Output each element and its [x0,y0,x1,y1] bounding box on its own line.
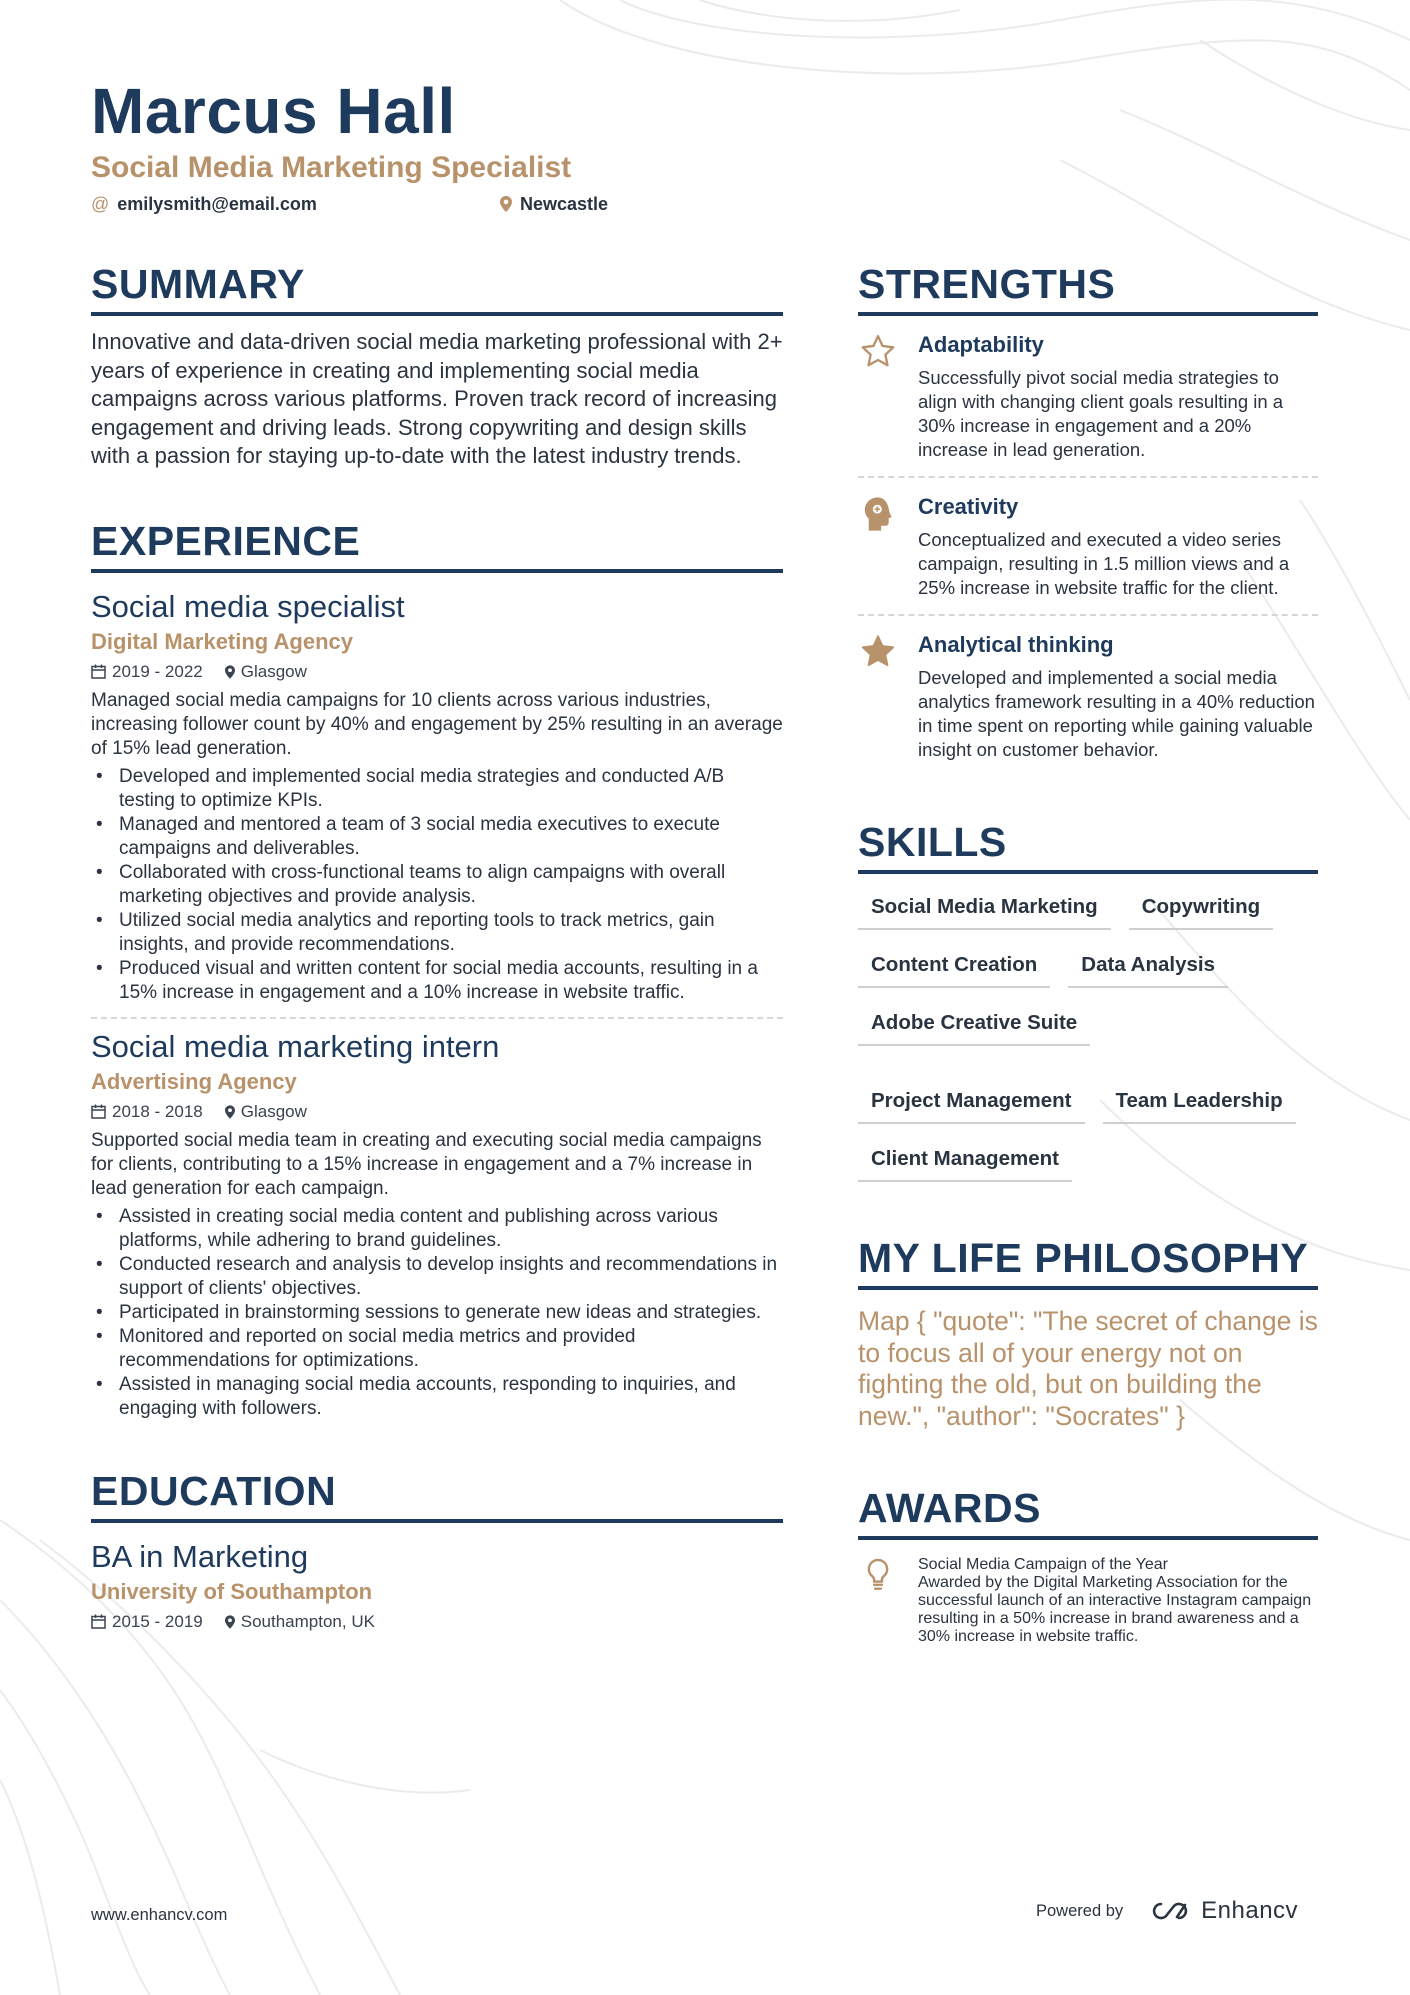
bullet-item: • Conducted research and analysis to develop insights and recommendations in support of clients' objectives. [91,1253,783,1301]
strength-title: Adaptability [918,332,1044,357]
award-item [858,1556,1318,1646]
skills-section [858,816,1318,1182]
degree-name: BA in Marketing [91,1538,309,1574]
calendar-icon [91,1104,106,1119]
bullet-item: • Participated in brainstorming sessions to generate new ideas and strategies. [91,1301,783,1325]
award-text: Awarded by the Digital Marketing Association for the successful launch of an interactive Instagram campaign resulting in a 50% increase in brand awareness and a 30% increase in website traffic. [918,1574,1312,1645]
job-dates-text: 2019 - 2022 [112,661,203,681]
enhancv-logo[interactable] [1147,1897,1298,1925]
location-pin-icon [500,196,512,212]
skill-tag: Client Management [858,1144,1072,1182]
education-meta [91,1609,783,1635]
skill-tag: Team Leadership [1103,1086,1296,1124]
strength-title: Creativity [918,494,1019,519]
skills-list [858,892,1318,1182]
education-dates [91,1609,203,1635]
job-location [225,659,307,685]
calendar-icon [91,1614,106,1629]
strength-item [858,476,1318,614]
job-location [225,1099,307,1125]
bullet-item: • Utilized social media analytics and reporting tools to track metrics, gain insights, and provide recommendations. [91,909,783,957]
enhancv-mark-icon [1147,1899,1193,1923]
location-text: Newcastle [520,194,609,214]
strengths-heading: STRENGTHS [858,258,1318,316]
footer-website-link[interactable]: www.enhancv.com [91,1906,228,1924]
contact-location [500,192,608,216]
job-location-text: Glasgow [240,1101,307,1121]
awards-heading: AWARDS [858,1482,1318,1540]
star-outline-icon [860,334,896,368]
experience-item [91,587,783,1005]
bullet-item: • Monitored and reported on social media metrics and provided recommendations for optimizations. [91,1325,783,1373]
job-description: Supported social media team in creating and executing social media campaigns for clients, contributing to a 15% increase in engagement and a 7% increase in lead generation for each campaign. [91,1129,762,1199]
strength-item [858,614,1318,776]
strength-text: Developed and implemented a social media analytics framework resulting in a 40% reduction in time spent on reporting while gaining valuable insight on customer behavior. [918,667,1315,760]
bullet-item: • Assisted in managing social media accounts, responding to inquiries, and engaging with followers. [91,1373,783,1421]
job-role: Social media marketing intern [91,1028,500,1064]
strength-text: Successfully pivot social media strategies to align with changing client goals resulting in a 30% increase in engagement and a 20% increase in lead generation. [918,367,1284,460]
right-column [858,258,1318,1646]
lightbulb-icon [865,1558,891,1592]
powered-by-text: Powered by [1036,1901,1124,1920]
skill-tag: Social Media Marketing [858,892,1111,930]
location-pin-icon [225,665,235,679]
candidate-title: Social Media Marketing Specialist [91,151,572,184]
strength-text: Conceptualized and executed a video series campaign, resulting in 1.5 million views and a 25% increase in website traffic for the client. [918,529,1290,598]
job-meta [91,1099,783,1125]
philosophy-section [858,1232,1318,1432]
bullet-item: • Developed and implemented social media strategies and conducted A/B testing to optimize KPIs. [91,765,783,813]
location-pin-icon [225,1105,235,1119]
experience-section [91,515,783,1421]
bullet-item: • Assisted in creating social media content and publishing across various platforms, while adhering to brand guidelines. [91,1205,783,1253]
job-meta [91,659,783,685]
strengths-section [858,258,1318,776]
award-title: Social Media Campaign of the Year [918,1556,1168,1573]
skill-tag: Copywriting [1129,892,1273,930]
bullet-item: • Collaborated with cross-functional teams to align campaigns with overall marketing objectives and provide analysis. [91,861,783,909]
summary-heading: SUMMARY [91,258,783,316]
skill-tag: Content Creation [858,950,1050,988]
education-location-text: Southampton, UK [240,1611,375,1631]
awards-section [858,1482,1318,1646]
experience-item [91,1027,783,1421]
education-heading: EDUCATION [91,1465,783,1523]
school-name: University of Southampton [91,1578,373,1604]
head-idea-icon [861,496,895,532]
left-column [91,258,783,1635]
experience-heading: EXPERIENCE [91,515,783,573]
job-dates-text: 2018 - 2018 [112,1101,203,1121]
calendar-icon [91,664,106,679]
company-name: Advertising Agency [91,1068,297,1094]
dashed-divider [91,1017,783,1019]
job-dates [91,659,203,685]
location-pin-icon [225,1615,235,1629]
company-name: Digital Marketing Agency [91,628,354,654]
job-bullets [91,765,783,1005]
at-icon: @ [91,194,110,214]
candidate-name: Marcus Hall [91,75,456,147]
summary-section [91,258,783,471]
job-description: Managed social media campaigns for 10 clients across various industries, increasing follower count by 40% and engagement by 25% resulting in an average of 15% lead generation. [91,689,783,759]
star-filled-icon [860,634,896,668]
education-section [91,1465,783,1635]
bullet-item: • Produced visual and written content for social media accounts, resulting in a 15% increase in engagement and a 10% increase in website traffic. [91,957,783,1005]
summary-text: Innovative and data-driven social media marketing professional with 2+ years of experience in creating and implementing social media campaigns across various platforms. Proven track record of increasing engagement and driving leads. Strong copywriting and design skills with a passion for staying up-to-date with the latest industry trends. [91,329,783,468]
skill-tag: Data Analysis [1068,950,1228,988]
philosophy-heading: MY LIFE PHILOSOPHY [858,1232,1318,1290]
skill-tag: Project Management [858,1086,1085,1124]
job-bullets [91,1205,783,1421]
philosophy-quote: Map { "quote": "The secret of change is to focus all of your energy not on fighting the old, but on building the new.", "author": "Socrates" } [858,1306,1318,1431]
footer-branding [1036,1897,1298,1925]
job-dates [91,1099,203,1125]
strength-title: Analytical thinking [918,632,1114,657]
brand-name: Enhancv [1201,1897,1299,1924]
skill-tag: Adobe Creative Suite [858,1008,1090,1046]
strength-item [858,316,1318,476]
education-location [225,1609,375,1635]
skills-heading: SKILLS [858,816,1318,874]
job-location-text: Glasgow [240,661,307,681]
job-role: Social media specialist [91,588,405,624]
email-text: emilysmith@email.com [117,194,317,214]
contact-email[interactable] [91,192,317,216]
education-dates-text: 2015 - 2019 [112,1611,203,1631]
bullet-item: • Managed and mentored a team of 3 social media executives to execute campaigns and deliverables. [91,813,783,861]
